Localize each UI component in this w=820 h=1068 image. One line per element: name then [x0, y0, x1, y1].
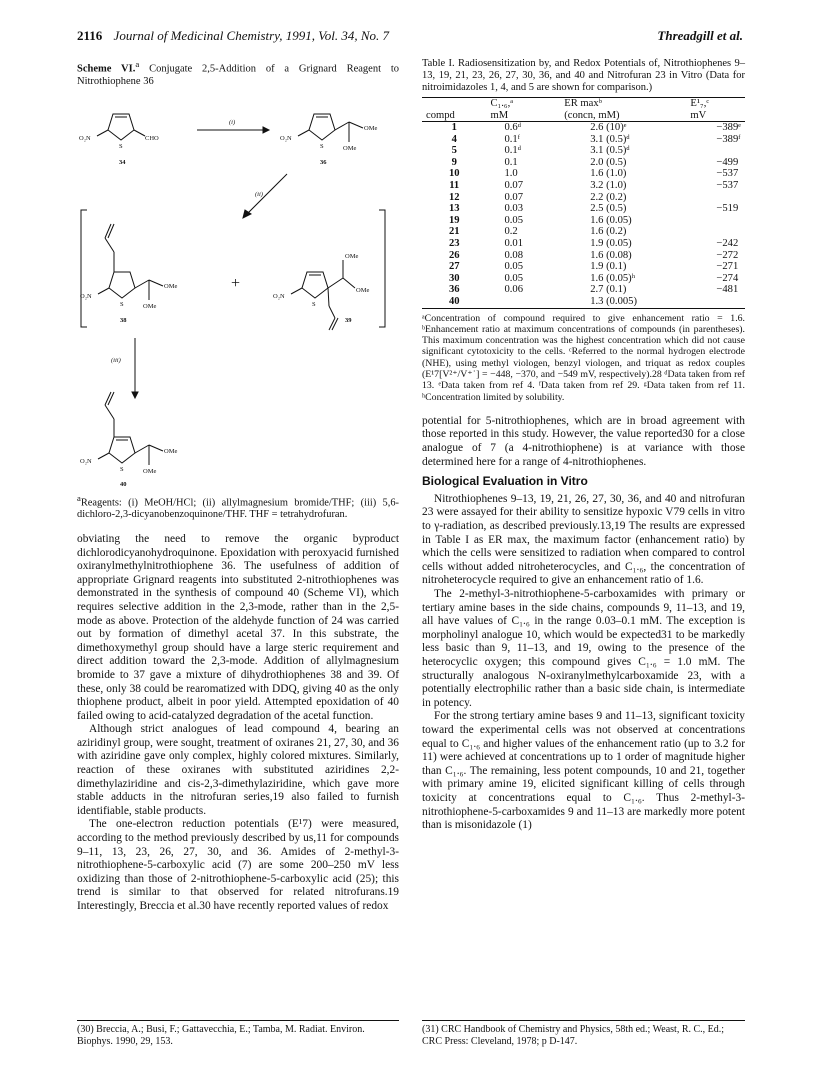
table-cell-er: 1.6 (0.2) — [590, 226, 627, 238]
scheme-reagents — [77, 492, 399, 521]
table-cell-compd: 4 — [451, 133, 457, 145]
table-cell-compd: 12 — [448, 191, 460, 203]
table-header-e17-unit: mV — [686, 110, 745, 122]
journal-citation: Journal of Medicinal Chemistry, 1991, Vol. 34, No. 7 — [113, 28, 390, 43]
table-cell-er: 1.6 (1.0) — [590, 168, 627, 180]
reagents-text: Reagents: (i) MeOH/HCl; (ii) allylmagnesium bromide/THF; (iii) 5,6-dichloro-2,3-dicyanobenzoquinone/THF. THF = tetrahydrofuran. — [77, 496, 399, 520]
table-cell-er: 1.6 (0.05) — [590, 214, 632, 226]
table-cell-e17 — [686, 296, 745, 308]
table-cell-er: 1.6 (0.05)ʰ — [590, 272, 636, 284]
compound-number-39: 39 — [345, 316, 352, 324]
table-row — [422, 122, 745, 134]
label-s-34: S — [119, 142, 123, 150]
table-row — [422, 168, 745, 180]
table-row — [422, 215, 745, 227]
table-row — [422, 145, 745, 157]
table-cell-er: 1.6 (0.08) — [590, 249, 632, 261]
arrowhead-i — [263, 127, 269, 133]
label-ome-39a: OMe — [345, 252, 359, 260]
label-ome-38b: OMe — [143, 302, 157, 310]
table-cell-e17: −519 — [716, 203, 739, 215]
scheme-title: Conjugate 2,5-Addition of a Grignard Reagent to Nitrothiophene 36 — [77, 63, 400, 87]
table-row — [422, 238, 745, 250]
table-cell-e17 — [686, 145, 745, 157]
compound-number-34: 34 — [119, 158, 126, 166]
label-s-40: S — [120, 465, 124, 473]
left-column — [77, 58, 399, 914]
table-header-compd: compd — [422, 110, 486, 122]
paragraph: potential for 5-nitrothiophenes, which are in broad agreement with those reported in this study. However, the value reported30 for a close analogue of 7 (a 4-nitrothiophene) is at variance with those determined here for a range of 4-nitrothiophenes. — [422, 414, 745, 468]
reagents-mark: a — [77, 492, 81, 503]
table-cell-c16: 0.6ᵈ — [504, 122, 522, 133]
table-cell-compd: 11 — [449, 179, 460, 191]
table-cell-c16: 0.1ᵈ — [504, 145, 522, 157]
table-cell-compd: 21 — [448, 226, 460, 238]
table-row — [422, 273, 745, 285]
compound-number-38: 38 — [120, 316, 127, 324]
table-cell-e17: −499 — [716, 156, 739, 168]
footnote-30: (30) Breccia, A.; Busi, F.; Gattavecchia, E.; Tamba, M. Radiat. Environ. Biophys. 1990, 29, 153. — [77, 1024, 365, 1047]
table-cell-c16: 0.06 — [504, 284, 524, 296]
plus-sign: + — [231, 274, 241, 292]
table-cell-compd: 36 — [448, 284, 460, 296]
table-cell-er: 2.6 (10)ᵉ — [590, 122, 627, 133]
scheme-note-mark: a — [135, 59, 140, 69]
table-row — [422, 250, 745, 262]
reagent-iii-label: (iii) — [111, 356, 121, 364]
label-ome-40a: OMe — [164, 447, 178, 455]
table-cell-c16: 1.0 — [504, 168, 518, 180]
label-o2n-39: O₂N — [273, 292, 285, 300]
table-cell-er: 2.0 (0.5) — [590, 156, 627, 168]
table-cell-c16: 0.01 — [504, 237, 524, 249]
table-cell-c16: 0.1ᶠ — [504, 133, 520, 145]
table-header-e17: E¹₇,ᶜ — [686, 98, 745, 110]
scheme-drawing — [77, 92, 399, 488]
table-cell-er: 1.9 (0.1) — [590, 261, 627, 273]
table-1 — [422, 97, 745, 309]
table-cell-compd: 19 — [448, 214, 460, 226]
table-cell-e17: −537 — [716, 179, 739, 191]
label-s-38: S — [120, 300, 124, 308]
table-cell-e17: −481 — [716, 284, 739, 296]
table-row — [422, 226, 745, 238]
table-row — [422, 134, 745, 146]
paragraph: Nitrothiophenes 9–13, 19, 21, 26, 27, 30, 36, and 40 and nitrofuran 23 were assayed for their ability to sensitize hypoxic V79 cells in vitro to γ-radiation, as described previously.13,19 The results are expressed in Table I as ER max, the maximum factor (enhancement ratio) by which the cells were sensitized to radiation when compared to control cells without added nitroheterocycles, and C₁.₆, the concentration of nitroheterocycle required to give an enhancement ratio of 1.6. — [422, 492, 745, 587]
table-header-er: ER maxᵇ — [560, 98, 686, 110]
paragraph: Although strict analogues of lead compound 4, bearing an aziridinyl group, were sought, treatment of oxiranes 21, 27, 30, and 36 with aziridine gave only complex, highly colored mixtures. Similarly, reaction of these oxiranes with substituted aziridines 2,2-dimethylaziridine and cis-2,3-dimethylaziridine, which gave more stable adducts in the nitrofuran series,19 also failed to furnish identifiable, stable products. — [77, 723, 399, 817]
table-cell-c16: 0.07 — [504, 191, 524, 203]
table-cell-e17: −274 — [716, 272, 739, 284]
paragraph: The one-electron reduction potentials (E¹7) were measured, according to the method previously described by us,11 for compounds 9–11, 13, 23, 26, 27, 30, and 36. Amides of 2-methyl-3-nitrothiophene-5-carboxylic acid (7) are some 200–250 mV less oxidizing than those of 2-nitrothiophene-5-carboxylic acid (25); this trend is similar to that observed for related nitrofurans.19 Interestingly, Breccia et al.30 have recently reported values of redox — [77, 818, 399, 912]
arrowhead-iii — [132, 392, 138, 398]
label-s-36: S — [320, 142, 324, 150]
label-ome-36b: OMe — [343, 144, 357, 152]
table-cell-compd: 27 — [448, 261, 460, 273]
table-cell-c16: 0.05 — [504, 272, 524, 284]
footnote-rule-right — [422, 1020, 745, 1021]
reagent-i-label: (i) — [229, 118, 236, 126]
table-header-c16-unit: mM — [486, 110, 560, 122]
compound-number-40: 40 — [120, 480, 127, 488]
table-cell-e17 — [686, 226, 745, 238]
table-cell-c16: 0.05 — [504, 261, 524, 273]
table-cell-c16: 0.07 — [504, 179, 524, 191]
table-cell-compd: 10 — [448, 168, 460, 180]
left-body-text — [77, 533, 399, 914]
table-row — [422, 180, 745, 192]
table-cell-er: 3.1 (0.5)ᵈ — [590, 145, 630, 157]
table-cell-c16: 0.1 — [504, 156, 518, 168]
table-header-c16: C₁.₆,ᵃ — [486, 98, 560, 110]
table-row — [422, 261, 745, 273]
reagent-ii-label: (ii) — [255, 190, 263, 198]
scheme-label: Scheme VI. — [77, 63, 136, 75]
compound-34-structure — [79, 114, 159, 166]
table-cell-er: 1.3 (0.005) — [560, 296, 686, 308]
table-cell-compd: 5 — [451, 145, 457, 157]
scheme-caption — [77, 58, 399, 88]
compound-39-structure — [273, 253, 369, 330]
label-s-39: S — [312, 300, 316, 308]
table-cell-c16: 0.05 — [504, 214, 524, 226]
table-cell-er: 3.2 (1.0) — [590, 179, 627, 191]
running-authors: Threadgill et al. — [657, 28, 743, 43]
table-cell-c16: 0.03 — [504, 203, 524, 215]
table-cell-compd: 23 — [448, 237, 460, 249]
table-cell-e17: −272 — [716, 249, 739, 261]
table-cell-c16: 0.2 — [504, 226, 518, 238]
table-cell-er: 2.5 (0.5) — [590, 203, 627, 215]
label-ome-40b: OMe — [143, 467, 157, 475]
table-row — [422, 296, 745, 308]
right-column — [422, 58, 745, 833]
label-o2n-36: O₂N — [280, 134, 292, 142]
label-ome-38a: OMe — [164, 282, 178, 290]
right-body-text — [422, 415, 745, 833]
table-cell-e17: −389ᶠ — [716, 133, 741, 145]
compound-36-structure — [280, 114, 377, 166]
table-caption: Table I. Radiosensitization by, and Redox Potentials of, Nitrothiophenes 9–13, 19, 21, 23, 26, 27, 30, 36, and 40 and Nitrofuran 23 in Vitro (Data for nitroimidazoles 1, 4, and 5 are shown for comparison.) — [422, 58, 745, 93]
table-cell-er: 2.2 (0.2) — [590, 191, 627, 203]
label-cho-34: CHO — [145, 134, 159, 142]
table-cell-e17: −242 — [716, 237, 739, 249]
label-o2n-40: O₂N — [80, 457, 92, 465]
label-o2n-38: O₂N — [80, 292, 92, 300]
table-footnotes: ᵃConcentration of compound required to give enhancement ratio = 1.6. ᵇEnhancement ratio at maximum concentrations of compounds (in parentheses). This maximum concentration was the highest concentration which did not cause significant cytotoxicity to the cells. ᶜReferred to the normal hydrogen electrode (NHE), using methyl viologen, benzyl viologen, and triquat as redox couples (E¹7[V²⁺/V⁺˙] = −448, −370, and −549 mV, respectively).28 ᵈData taken from ref 13. ᵉData taken from ref 4. ᶠData taken from ref 29. ᵍData taken from ref 11. ʰConcentration limited by solubility. — [422, 312, 745, 403]
compound-number-36: 36 — [320, 158, 327, 166]
table-cell-er: 3.1 (0.5)ᵈ — [590, 133, 630, 145]
table-header-er-unit: (concn, mM) — [560, 110, 686, 122]
label-o2n-34: O₂N — [79, 134, 91, 142]
bracket-left — [81, 210, 87, 327]
paragraph: The 2-methyl-3-nitrothiophene-5-carboxamides with primary or tertiary amine bases in the side chains, compounds 9, 11–13, and 19, all have values of C₁.₆ in the range 0.03–0.1 mM. The exception is morpholinyl analogue 10, which would be expected31 to be markedly less basic than 9, 11–13, and 19, owing to the presence of the heterocyclic oxygen; this compound gives C₁.₆ = 1.0 mM. The structurally analogous N-oxiranylmethylcarboxamide 23, with a potentially electrophilic rather than a basic side chain, is intermediate in potency. — [422, 588, 745, 709]
table-cell-e17 — [686, 215, 745, 227]
table-cell-compd: 13 — [448, 203, 460, 215]
table-cell-compd: 40 — [422, 296, 486, 308]
footnote-rule-left — [77, 1020, 399, 1021]
bracket-right — [379, 210, 385, 327]
table-header — [422, 98, 486, 110]
table-cell-c16: 0.08 — [504, 249, 524, 261]
table-cell-compd: 26 — [448, 249, 460, 261]
table-cell-compd: 30 — [448, 272, 460, 284]
table-cell-e17 — [686, 192, 745, 204]
paragraph: For the strong tertiary amine bases 9 and 11–13, significant toxicity toward the experimental cells was not observed at concentrations equal to C₁.₆ and higher values of the enhancement ratio (up to 3.2 for 11) were achieved at concentrations up to 1 order of magnitude higher than C₁.₆. The remaining, less potent compounds, 10 and 21, together with primary amine 19, elicited significant killing of cells through toxicity at concentrations equal to C₁.₆. Thus 2-methyl-3-nitrothiophene-5-carboxamides 9 and 11–13 are markedly more potent than is misonidazole (1) — [422, 710, 745, 832]
table-cell-compd: 9 — [451, 156, 457, 168]
table-cell-e17: −389ᵉ — [716, 122, 741, 133]
compound-38-structure — [80, 224, 177, 324]
table-row — [422, 203, 745, 215]
page-number: 2116 — [77, 28, 103, 43]
table-row — [422, 192, 745, 204]
label-ome-39b: OMe — [356, 286, 370, 294]
table-cell-c16 — [486, 296, 560, 308]
compound-40-structure — [80, 392, 177, 488]
reaction-scheme — [77, 92, 399, 488]
table-row — [422, 157, 745, 169]
section-heading: Biological Evaluation in Vitro — [422, 474, 588, 489]
table-cell-compd: 1 — [451, 122, 457, 133]
table-cell-er: 1.9 (0.05) — [590, 237, 632, 249]
table-row — [422, 284, 745, 296]
table-cell-e17: −271 — [716, 261, 739, 273]
paragraph: obviating the need to remove the organic byproduct dichlorodicyanohydroquinone. Epoxidation with peroxyacid furnished oxiranylmethylnitrothiophene 36. The usefulness of addition of appropriate Grignard reagents into substituted 2-nitrothiophenes was demonstrated in the synthesis of compound 40 (Scheme VI), which requires selective addition in the 2,3-mode, rather than in the 2,5-mode as above. Protection of the aldehyde function of 24 was carried out by formation of dimethyl acetal 37. In this substrate, the dimethoxymethyl group should have a large steric requirement and direct addition toward the 2,3-mode. Addition of allylmagnesium bromide to 37 gave a mixture of dihydrothiophenes 38 and 39. Of these, only 38 could be rearomatized with DDQ, giving 40 as the only thiophene product, albeit in poor yield. Attempted epoxidation of 40 failed owing to acid-catalyzed degradation of the acetal function. — [77, 532, 399, 722]
arrow-ii — [247, 174, 287, 214]
table-cell-er: 2.7 (0.1) — [590, 284, 627, 296]
label-ome-36a: OMe — [364, 124, 378, 132]
running-header — [77, 28, 743, 48]
footnote-31: (31) CRC Handbook of Chemistry and Physics, 58th ed.; Weast, R. C., Ed.; CRC Press: Cleveland, 1978; p D-147. — [422, 1024, 725, 1047]
table-cell-e17: −537 — [716, 168, 739, 180]
